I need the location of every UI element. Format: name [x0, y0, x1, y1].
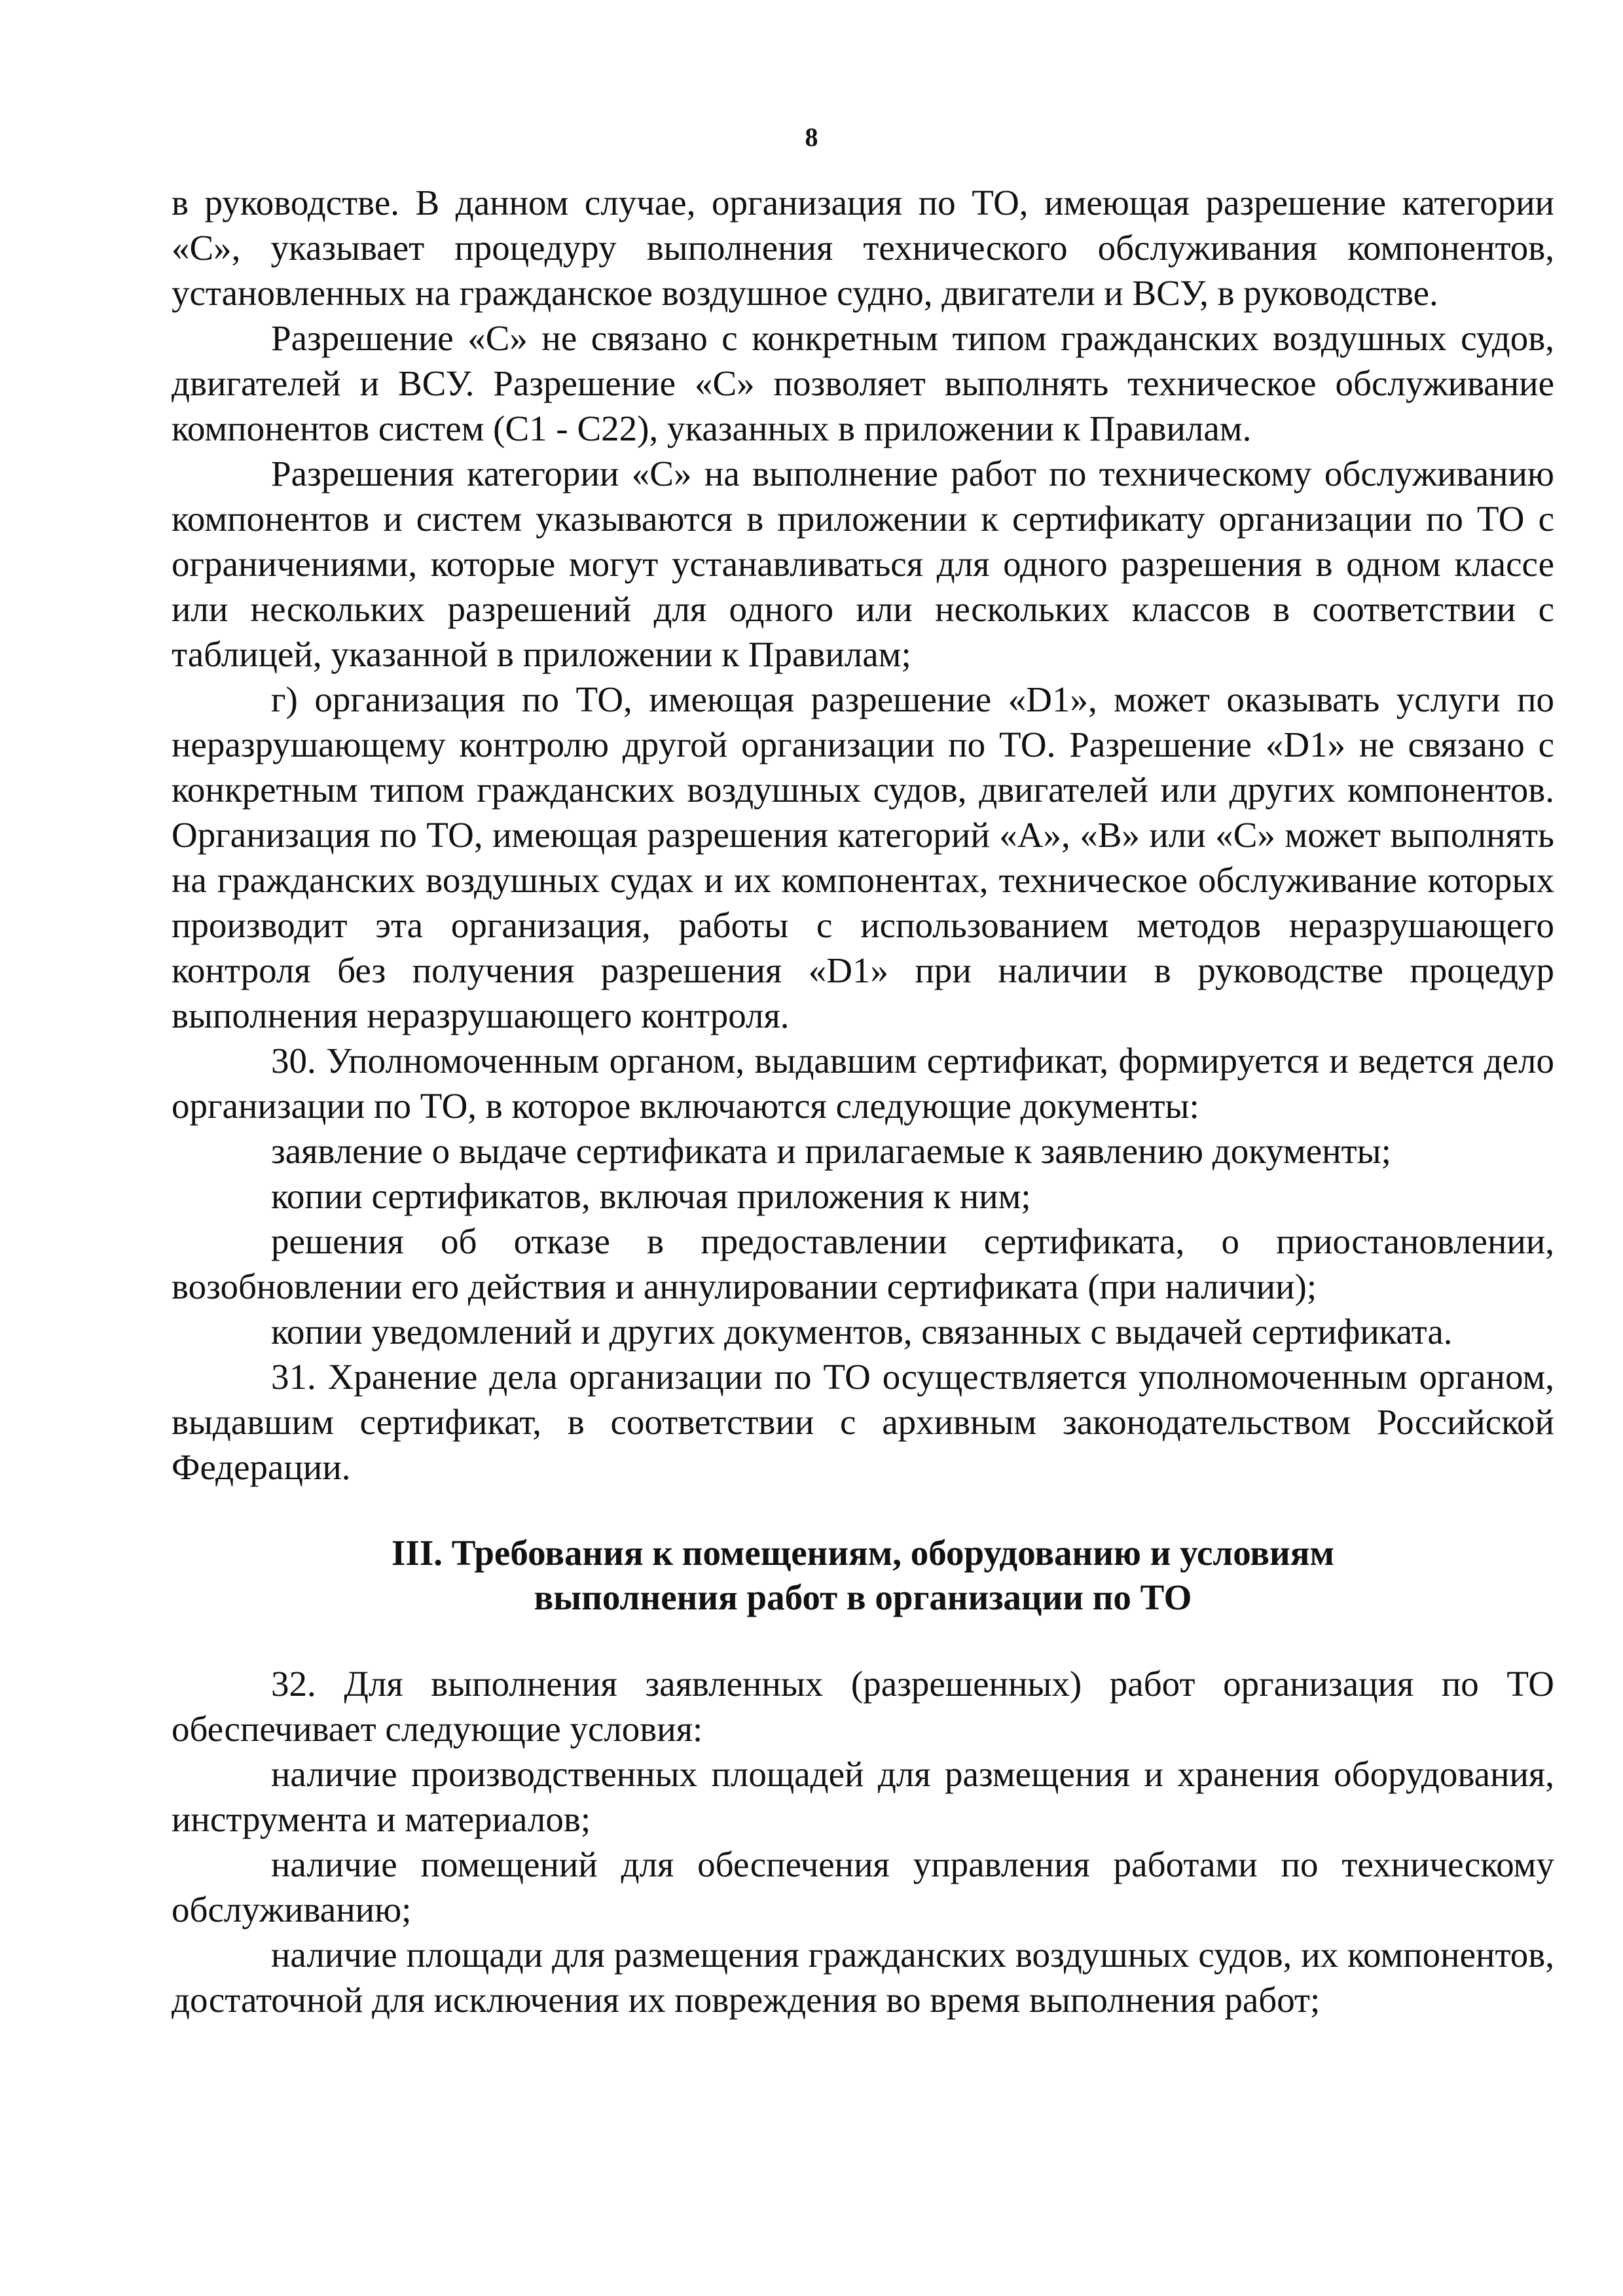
- list-item-management-premises: наличие помещений для обеспечения управления работами по техническому обслуживанию;: [172, 1844, 1554, 1929]
- paragraph-clause-30: 30. Уполномоченным органом, выдавшим сертификат, формируется и ведется дело организации по ТО, в которое включаются следующие документы:: [172, 1041, 1554, 1126]
- list-item-certificate-copies: копии сертификатов, включая приложения к ним;: [271, 1176, 1031, 1216]
- section-heading-line-1: III. Требования к помещениям, оборудованию и условиям: [392, 1533, 1334, 1573]
- paragraph-clause-31: 31. Хранение дела организации по ТО осуществляется уполномоченным органом, выдавшим сертификат, в соответствии с архивным законодательством Российской Федерации.: [172, 1357, 1554, 1487]
- section-heading: [172, 1531, 1554, 1620]
- paragraph-item-g: г) организация по ТО, имеющая разрешение «D1», может оказывать услуги по неразрушающему контролю другой организации по ТО. Разрешение «D1» не связано с конкретным типом гражданских воздушных судов, двигателей или других компонентов. Организация по ТО, имеющая разрешения категорий «A», «B» или «C» может выполнять на гражданских воздушных судах и их компонентах, техническое обслуживание которых производит эта организация, работы с использованием методов неразрушающего контроля без получения разрешения «D1» при наличии в руководстве процедур выполнения неразрушающего контроля.: [172, 679, 1554, 1035]
- list-item-notification-copies: копии уведомлений и других документов, связанных с выдачей сертификата.: [271, 1312, 1453, 1352]
- page-number: 8: [805, 122, 818, 152]
- section-heading-line-2: выполнения работ в организации по ТО: [534, 1577, 1192, 1617]
- list-item-aircraft-area: наличие площади для размещения гражданских воздушных судов, их компонентов, достаточной для исключения их повреждения во время выполнения работ;: [172, 1935, 1554, 2020]
- paragraph-continuation: в руководстве. В данном случае, организация по ТО, имеющая разрешение категории «C», указывает процедуру выполнения технического обслуживания компонентов, установленных на гражданское воздушное судно, двигатели и ВСУ, в руководстве.: [172, 183, 1554, 313]
- paragraph-permission-c: Разрешение «C» не связано с конкретным типом гражданских воздушных судов, двигателей и ВСУ. Разрешение «C» позволяет выполнять техническое обслуживание компонентов систем (C1 - C22), указанных в приложении к Правилам.: [172, 318, 1554, 448]
- paragraph-clause-32: 32. Для выполнения заявленных (разрешенных) работ организация по ТО обеспечивает следующие условия:: [172, 1664, 1554, 1749]
- document-body: [172, 180, 1554, 2022]
- list-item-decisions: решения об отказе в предоставлении сертификата, о приостановлении, возобновлении его действия и аннулировании сертификата (при наличии);: [172, 1221, 1554, 1306]
- paragraph-permission-c-categories: Разрешения категории «C» на выполнение работ по техническому обслуживанию компонентов и систем указываются в приложении к сертификату организации по ТО с ограничениями, которые могут устанавливаться для одного разрешения в одном классе или нескольких разрешений для одного или нескольких классов в соответствии с таблицей, указанной в приложении к Правилам;: [172, 454, 1554, 674]
- list-item-application: заявление о выдаче сертификата и прилагаемые к заявлению документы;: [271, 1131, 1391, 1171]
- list-item-production-areas: наличие производственных площадей для размещения и хранения оборудования, инструмента и материалов;: [172, 1754, 1554, 1839]
